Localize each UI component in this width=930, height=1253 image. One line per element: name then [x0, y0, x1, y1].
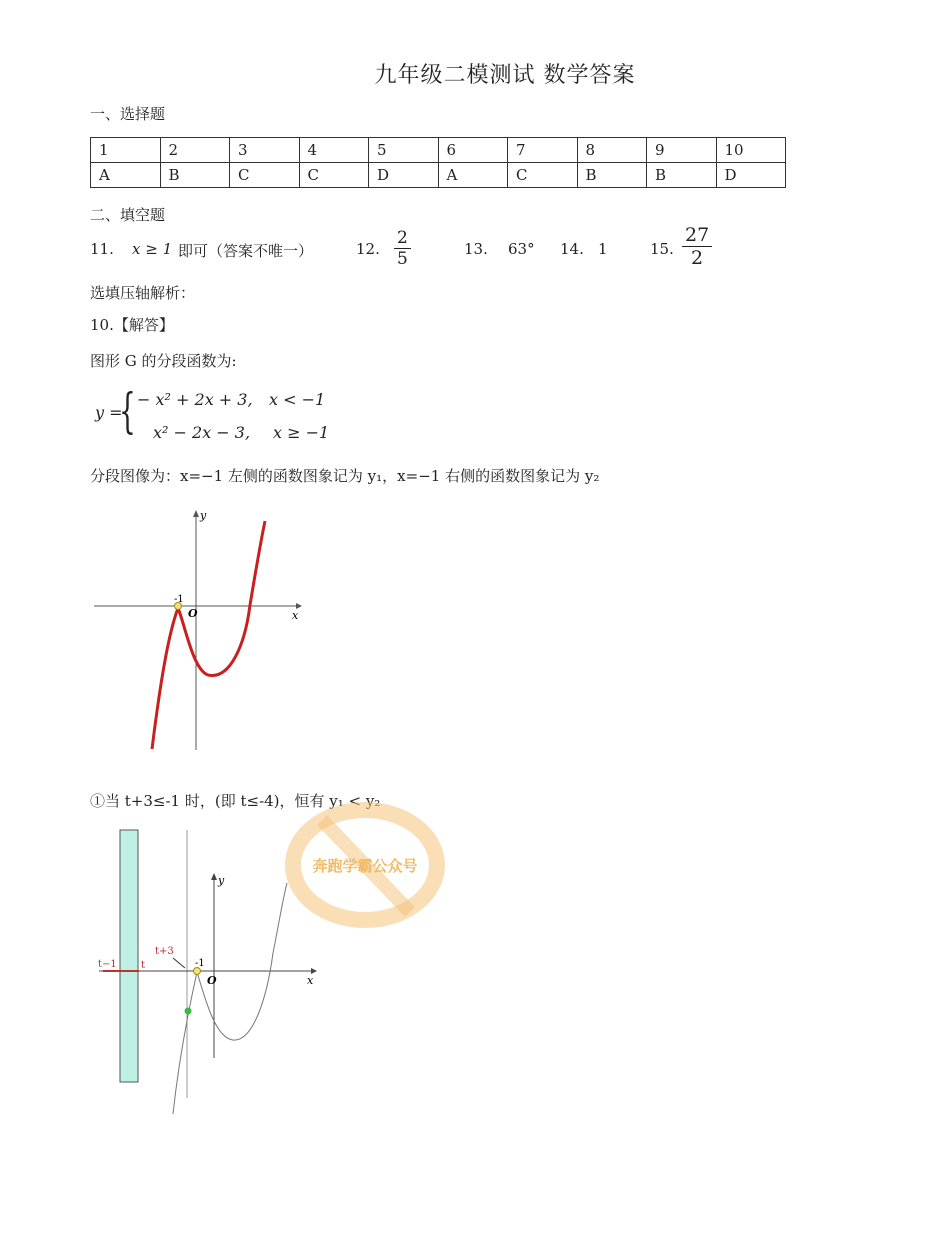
- q12-denominator: 5: [397, 249, 408, 269]
- table-cell: A: [438, 163, 508, 188]
- table-cell: C: [230, 163, 300, 188]
- analysis-heading: 选填压轴解析：: [90, 284, 196, 302]
- piecewise-graph-1: [90, 505, 310, 755]
- section-choice-heading: 一、选择题: [90, 105, 166, 123]
- table-cell: B: [160, 163, 230, 188]
- q15-number: 15.: [650, 240, 674, 258]
- table-cell: D: [369, 163, 439, 188]
- q15-fraction: [682, 224, 712, 269]
- q11-number: 11.: [90, 240, 114, 258]
- table-cell: C: [508, 163, 578, 188]
- table-cell: 4: [299, 138, 369, 163]
- table-cell: 2: [160, 138, 230, 163]
- t-interval-band: [120, 830, 138, 1082]
- origin-label: O: [188, 607, 198, 620]
- table-cell: 1: [91, 138, 161, 163]
- formula-row1-expr: − x² + 2x + 3,: [137, 390, 253, 409]
- t-plus-3-label: t+3: [155, 946, 174, 957]
- table-cell: 7: [508, 138, 578, 163]
- formula-row1-cond: x < −1: [269, 390, 326, 409]
- table-cell: A: [91, 163, 161, 188]
- y-axis-arrow: [211, 873, 217, 880]
- q11-answer: x ≥ 1: [132, 240, 173, 258]
- function-curve: [173, 883, 287, 1114]
- table-row-numbers: [91, 138, 786, 163]
- function-curve: [152, 521, 265, 749]
- choice-answer-table: [90, 137, 786, 188]
- case1-text: ①当 t+3≤-1 时，(即 t≤-4)，恒有 y₁ < y₂: [90, 792, 381, 810]
- table-cell: B: [577, 163, 647, 188]
- table-cell: 9: [647, 138, 717, 163]
- x-axis-label: x: [307, 974, 314, 987]
- minus1-label: -1: [195, 958, 205, 969]
- q11-note: 即可（答案不唯一）: [178, 242, 314, 260]
- watermark-text: 奔跑学霸公众号: [312, 857, 418, 875]
- table-cell: 5: [369, 138, 439, 163]
- page-title: 九年级二模测试 数学答案: [374, 63, 636, 88]
- q14-answer: 1: [598, 240, 608, 258]
- q14-number: 14.: [560, 240, 584, 258]
- graph-description: 分段图像为：x=−1 左侧的函数图象记为 y₁，x=−1 右侧的函数图象记为 y₂: [90, 467, 600, 485]
- formula-row2-cond: x ≥ −1: [273, 423, 330, 442]
- q12-fraction: [394, 228, 411, 269]
- q15-numerator: 27: [682, 224, 712, 247]
- formula-row2-expr: x² − 2x − 3,: [153, 423, 251, 442]
- y-axis-label: y: [200, 509, 207, 522]
- q13-answer: 63°: [508, 240, 535, 258]
- fill-answers: [90, 224, 790, 278]
- table-cell: C: [299, 163, 369, 188]
- table-cell: 10: [716, 138, 786, 163]
- y-axis-label: y: [218, 874, 225, 887]
- table-cell: B: [647, 163, 717, 188]
- q13-number: 13.: [464, 240, 488, 258]
- piecewise-graph-2: [95, 828, 335, 1118]
- table-cell: D: [716, 163, 786, 188]
- q12-number: 12.: [356, 240, 380, 258]
- q15-denominator: 2: [691, 247, 704, 269]
- pointer-arrow: [173, 958, 185, 968]
- table-cell: 3: [230, 138, 300, 163]
- origin-label: O: [207, 974, 217, 987]
- formula-lhs: y =: [95, 403, 123, 422]
- t-label: t: [141, 960, 146, 971]
- table-cell: 6: [438, 138, 508, 163]
- table-cell: 8: [577, 138, 647, 163]
- point-t-plus-3: [185, 1008, 192, 1015]
- table-row-answers: [91, 163, 786, 188]
- piecewise-formula: [95, 385, 355, 445]
- piecewise-intro: 图形 G 的分段函数为:: [90, 352, 237, 370]
- section-fill-heading: 二、填空题: [90, 206, 166, 224]
- q12-numerator: 2: [394, 228, 411, 249]
- formula-brace: {: [119, 383, 136, 439]
- minus1-label: -1: [174, 594, 184, 605]
- q10-heading: 10.【解答】: [90, 316, 174, 334]
- t-minus-1-label: t−1: [98, 959, 117, 970]
- x-axis-label: x: [292, 609, 299, 622]
- y-axis-arrow: [193, 510, 199, 517]
